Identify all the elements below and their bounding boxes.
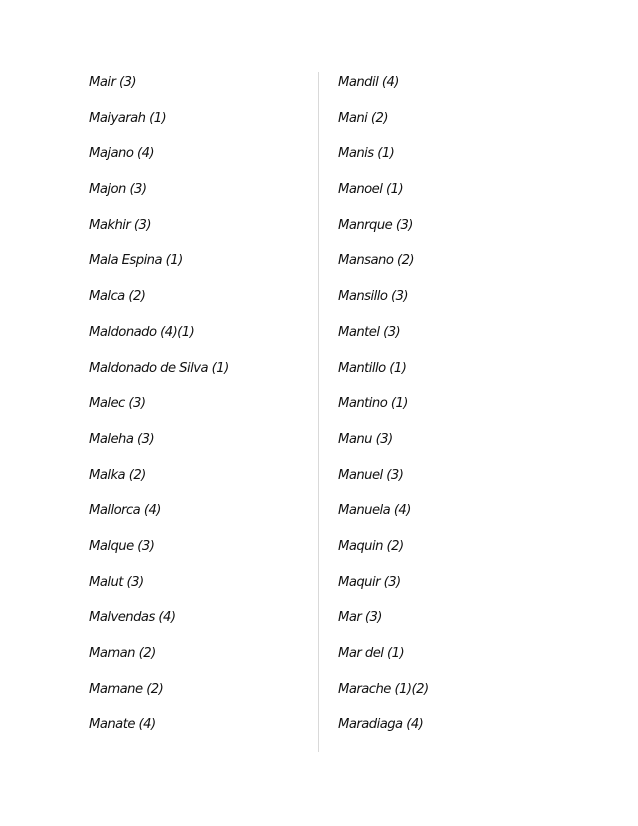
surname-entry: Malvendas (4) xyxy=(89,610,176,626)
surname-entry: Mantillo (1) xyxy=(338,360,407,376)
column-divider xyxy=(318,72,319,752)
surname-entry: Majano (4) xyxy=(89,146,155,162)
surname-entry: Marache (1)(2) xyxy=(338,681,429,697)
surname-entry: Maleha (3) xyxy=(89,431,155,447)
surname-entry: Maiyarah (1) xyxy=(89,110,167,126)
surname-entry: Mansano (2) xyxy=(338,253,415,269)
surname-entry: Maradiaga (4) xyxy=(338,717,424,733)
surname-entry: Manoel (1) xyxy=(338,182,404,198)
surname-entry: Mar del (1) xyxy=(338,646,405,661)
surname-entry: Manuela (4) xyxy=(338,503,411,519)
surname-entry: Malque (3) xyxy=(89,538,155,554)
surname-entry: Malec (3) xyxy=(89,396,146,412)
surname-entry: Malca (2) xyxy=(89,289,146,305)
surname-entry: Maman (2) xyxy=(89,646,156,661)
surname-entry: Manrque (3) xyxy=(338,217,413,233)
surname-entry: Mamane (2) xyxy=(89,681,164,697)
surname-entry: Majon (3) xyxy=(89,182,147,198)
surname-entry: Manate (4) xyxy=(89,717,156,733)
surname-entry: Mansillo (3) xyxy=(338,289,409,305)
surname-entry: Manuel (3) xyxy=(338,467,404,483)
surname-entry: Mantel (3) xyxy=(338,324,401,340)
surname-entry: Mar (3) xyxy=(338,610,382,626)
surname-entry: Maldonado (4)(1) xyxy=(89,324,195,340)
surname-entry: Maquin (2) xyxy=(338,538,404,554)
surname-entry: Mallorca (4) xyxy=(89,503,161,519)
surname-entry: Maldonado de Silva (1) xyxy=(89,360,229,376)
surname-entry: Malut (3) xyxy=(89,574,144,590)
surname-entry: Manu (3) xyxy=(338,431,393,447)
surname-entry: Mala Espina (1) xyxy=(89,253,183,269)
surname-entry: Malka (2) xyxy=(89,467,146,483)
surname-entry: Mantino (1) xyxy=(338,396,408,412)
surname-entry: Mair (3) xyxy=(89,75,137,90)
surname-entry: Makhir (3) xyxy=(89,217,151,233)
left-column xyxy=(89,72,309,750)
right-column xyxy=(338,72,558,750)
surname-entry: Mani (2) xyxy=(338,110,388,126)
surname-entry: Maquir (3) xyxy=(338,574,401,590)
surname-entry: Manis (1) xyxy=(338,146,395,162)
surname-entry: Mandil (4) xyxy=(338,75,399,90)
